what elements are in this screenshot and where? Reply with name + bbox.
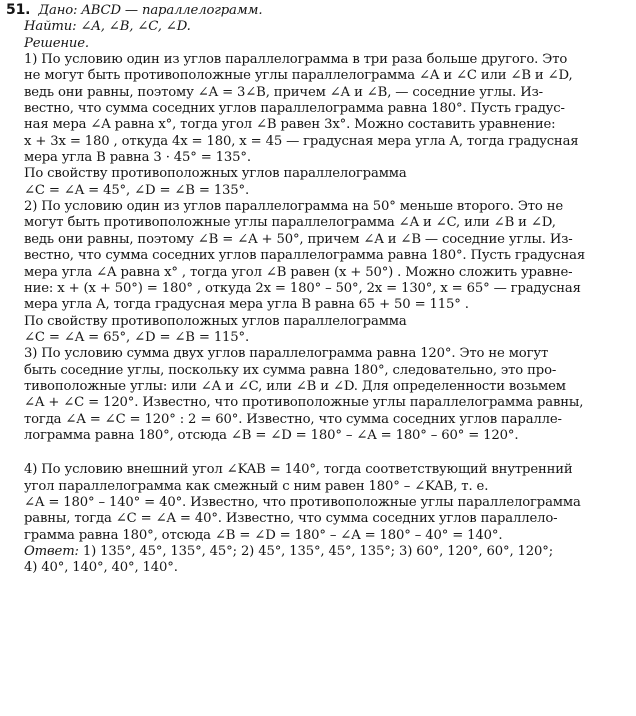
part2-block: [6, 199, 612, 346]
answer-text: 1) 135°, 45°, 135°, 45°; 2) 45°, 135°, 45°, 135°; 3) 60°, 120°, 60°, 120°;: [78, 544, 553, 559]
part2-line: ние: x + (x + 50°) = 180° , откуда 2x = 180° – 50°, 2x = 130°, x = 65° — градусная: [24, 280, 581, 296]
part1-block: [6, 52, 612, 199]
part2-line: могут быть противоположные углы параллелограмма ∠A и ∠C, или ∠B и ∠D,: [24, 215, 556, 231]
paragraph-gap: [6, 444, 612, 462]
solution-label: Решение.: [24, 35, 89, 51]
part3-line: тогда ∠A = ∠C = 120° : 2 = 60°. Известно, что сумма соседних углов паралле-: [24, 411, 562, 427]
find-line: [6, 19, 612, 35]
part3-line: тивоположные углы: или ∠A и ∠C, или ∠B и ∠D. Для определенности возьмем: [24, 378, 566, 394]
part1-line: вестно, что сумма соседних углов параллелограмма равна 180°. Пусть градус-: [24, 101, 565, 117]
part2-line: ведь они равны, поэтому ∠B = ∠A + 50°, причем ∠A и ∠B — соседние углы. Из-: [24, 231, 573, 247]
part4-line: угол параллелограмма как смежный с ним равен 180° – ∠KAB, т. е.: [24, 478, 489, 494]
part3-block: [6, 346, 612, 444]
part4-line: 4) По условию внешний угол ∠KAB = 140°, тогда соответствующий внутренний: [24, 462, 573, 478]
given-line: [6, 2, 612, 19]
part1-line: 1) По условию один из углов параллелограмма в три раза больше другого. Это: [24, 52, 568, 68]
part2-line: вестно, что сумма соседних углов параллелограмма равна 180°. Пусть градусная: [24, 248, 586, 264]
part4-line: ∠A = 180° – 140° = 40°. Известно, что противоположные углы параллелограмма: [24, 494, 581, 510]
part1-line: мера угла B равна 3 · 45° = 135°.: [24, 150, 251, 166]
given-label: Дано:: [38, 3, 78, 18]
part2-line: мера угла A, тогда градусная мера угла B равна 65 + 50 = 115° .: [24, 297, 469, 313]
problem-number: 51.: [6, 2, 31, 18]
part1-line: x + 3x = 180 , откуда 4x = 180, x = 45 — градусная мера угла A, тогда градусная: [24, 133, 579, 149]
part1-line: ведь они равны, поэтому ∠A = 3∠B, причем ∠A и ∠B, — соседние углы. Из-: [24, 84, 543, 100]
find-text: ∠A, ∠B, ∠C, ∠D.: [80, 19, 191, 35]
part2-line: 2) По условию один из углов параллелограмма на 50° меньше второго. Это не: [24, 199, 564, 215]
answer-line-2: 4) 40°, 140°, 40°, 140°.: [24, 560, 178, 576]
part3-line: лограмма равна 180°, отсюда ∠B = ∠D = 180° – ∠A = 180° – 60° = 120°.: [24, 427, 519, 443]
part1-line: не могут быть противоположные углы параллелограмма ∠A и ∠C или ∠B и ∠D,: [24, 68, 573, 84]
answer-line: [24, 544, 612, 560]
part2-tail-line: По свойству противоположных углов параллелограмма: [24, 313, 407, 329]
part1-line: ная мера ∠A равна x°, тогда угол ∠B равен 3x°. Можно составить уравнение:: [24, 117, 556, 133]
part3-line: ∠A + ∠C = 120°. Известно, что противоположные углы параллелограмма равны,: [24, 395, 584, 411]
part4-block: [6, 462, 612, 576]
part2-line: мера угла ∠A равна x° , тогда угол ∠B равен (x + 50°) . Можно сложить уравне-: [24, 264, 573, 280]
given-text: ABCD — параллелограмм.: [81, 3, 263, 18]
part1-tail-line: ∠C = ∠A = 45°, ∠D = ∠B = 135°.: [24, 182, 250, 198]
part3-line: 3) По условию сумма двух углов параллелограмма равна 120°. Это не могут: [24, 346, 549, 362]
part3-line: быть соседние углы, поскольку их сумма равна 180°, следовательно, это про-: [24, 362, 557, 378]
answer-label: Ответ:: [24, 544, 79, 559]
part4-line: равны, тогда ∠C = ∠A = 40°. Известно, что сумма соседних углов параллело-: [24, 511, 558, 527]
part1-tail-line: По свойству противоположных углов параллелограмма: [24, 166, 407, 182]
solution-page: [6, 2, 612, 577]
find-label: Найти:: [24, 19, 77, 35]
part4-line: грамма равна 180°, отсюда ∠B = ∠D = 180° – ∠A = 180° – 40° = 140°.: [24, 527, 503, 543]
part2-tail-line: ∠C = ∠A = 65°, ∠D = ∠B = 115°.: [24, 329, 250, 345]
